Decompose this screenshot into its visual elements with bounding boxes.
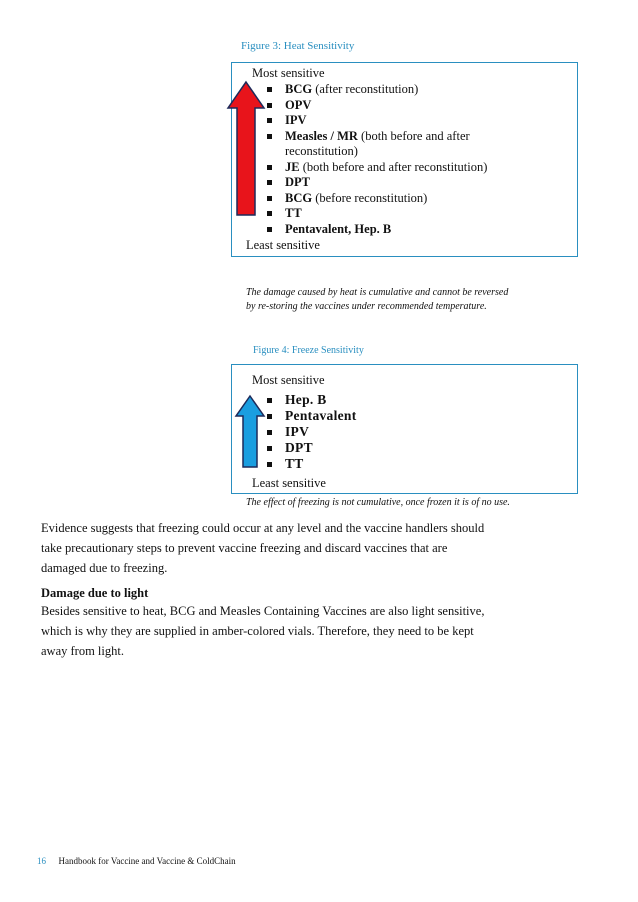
heat-item-name: OPV: [285, 97, 312, 112]
page-footer: [37, 856, 236, 866]
heat-item-name: TT: [285, 206, 302, 220]
bullet-icon: [267, 211, 272, 216]
heat-sensitivity-box: [231, 62, 578, 257]
freeze-sensitivity-box: [231, 364, 578, 494]
bullet-icon: [267, 414, 272, 419]
heat-item-detail: (after reconstitution): [312, 82, 419, 96]
freeze-note: The effect of freezing is not cumulative, once frozen it is of no use.: [246, 497, 510, 508]
freeze-list-item: [265, 408, 357, 424]
bullet-icon: [267, 430, 272, 435]
freeze-list-item: [265, 392, 357, 408]
bullet-icon: [267, 462, 272, 467]
heat-item-name: DPT: [285, 175, 310, 189]
heat-item-name: BCG: [285, 82, 313, 96]
heat-item-detail: (both before and after: [357, 128, 470, 143]
heat-note-line2: by re-storing the vaccines under recommended temperature.: [246, 301, 487, 312]
heat-note-line1: The damage caused by heat is cumulative and cannot be reversed: [246, 287, 509, 298]
bullet-icon: [267, 118, 272, 123]
page-number: 16: [37, 856, 46, 866]
bullet-icon: [267, 446, 272, 451]
light-paragraph-line3: away from light.: [41, 644, 124, 658]
freeze-least-sensitive-label: Least sensitive: [252, 476, 326, 490]
heat-list-item: [265, 113, 487, 129]
heat-item-detail: (before reconstitution): [312, 190, 428, 205]
bullet-icon: [267, 87, 272, 92]
freeze-list-item: [265, 440, 357, 456]
freeze-list-item: [265, 456, 357, 472]
freeze-blue-arrow: [234, 394, 266, 470]
freeze-item-name: DPT: [285, 440, 313, 455]
heat-item-detail: (both before and after reconstitution): [299, 159, 488, 174]
freeze-item-name: IPV: [285, 424, 310, 439]
heat-list-item: [265, 206, 487, 222]
heat-list-item: [265, 98, 487, 114]
light-paragraph-line2: which is why they are supplied in amber-colored vials. Therefore, they need to be kept: [41, 624, 474, 638]
light-paragraph-line1: Besides sensitive to heat, BCG and Measles Containing Vaccines are also light sensitive,: [41, 604, 485, 618]
freeze-item-name: Pentavalent: [285, 408, 357, 423]
bullet-icon: [267, 134, 272, 139]
heat-red-arrow: [226, 80, 266, 218]
freeze-vaccine-list: [265, 392, 357, 472]
bullet-icon: [267, 180, 272, 185]
freeze-figure-caption: Figure 4: Freeze Sensitivity: [253, 345, 364, 356]
heat-item-detail: reconstitution): [285, 144, 358, 158]
bullet-icon: [267, 196, 272, 201]
heat-list-item: [265, 191, 487, 207]
evidence-paragraph-line1: Evidence suggests that freezing could occur at any level and the vaccine handlers should: [41, 521, 485, 535]
bullet-icon: [267, 103, 272, 108]
heat-most-sensitive-label: Most sensitive: [252, 66, 325, 80]
freeze-list-item: [265, 424, 357, 440]
heat-item-name: IPV: [285, 113, 307, 127]
freeze-item-name: Hep. B: [285, 392, 327, 407]
heat-item-name: BCG: [285, 190, 313, 205]
heat-item-name: JE: [285, 159, 300, 174]
heat-list-item: [265, 175, 487, 191]
heat-list-item: [265, 160, 487, 176]
heat-list-item: [265, 129, 487, 145]
heat-figure-caption: Figure 3: Heat Sensitivity: [241, 40, 355, 52]
freeze-most-sensitive-label: Most sensitive: [252, 373, 325, 387]
heat-least-sensitive-label: Least sensitive: [246, 238, 320, 252]
evidence-paragraph-line3: damaged due to freezing.: [41, 561, 168, 575]
evidence-paragraph-line2: take precautionary steps to prevent vaccine freezing and discard vaccines that are: [41, 541, 448, 555]
heat-list-item: [265, 82, 487, 98]
heat-vaccine-list: [265, 82, 487, 237]
freeze-item-name: TT: [285, 456, 304, 471]
bullet-icon: [267, 227, 272, 232]
bullet-icon: [267, 398, 272, 403]
footer-title: Handbook for Vaccine and Vaccine & ColdChain: [58, 856, 236, 866]
heat-list-item: [265, 144, 487, 160]
light-damage-heading: Damage due to light: [41, 586, 149, 600]
heat-item-name: Pentavalent, Hep. B: [285, 221, 392, 236]
heat-list-item: [265, 222, 487, 238]
heat-item-name: Measles / MR: [285, 128, 358, 143]
bullet-icon: [267, 165, 272, 170]
